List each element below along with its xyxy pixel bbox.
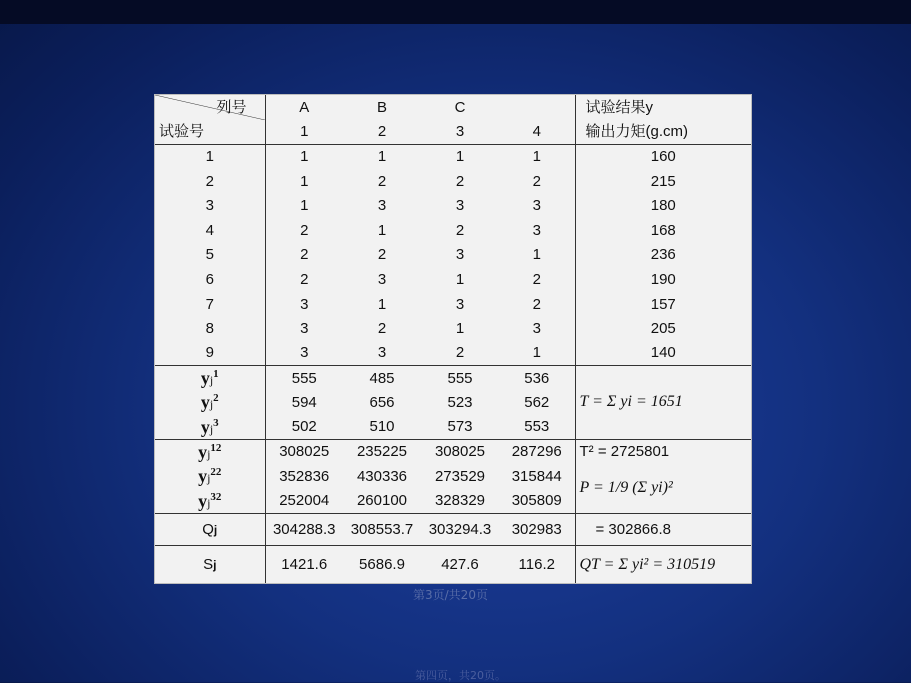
- cell: 562: [499, 390, 575, 415]
- cell: 2: [455, 172, 465, 190]
- result-cell: 168: [650, 221, 676, 239]
- cell: 260100: [356, 492, 408, 510]
- square-label: $yj^{22}$: [155, 464, 265, 489]
- cell: 3: [300, 344, 309, 362]
- result-cell: 205: [650, 320, 676, 338]
- formula-t2: T² = 2725801: [575, 439, 751, 464]
- result-cell: 180: [650, 197, 676, 215]
- formula-qt: QT = Σ yi² = 310519: [575, 546, 751, 583]
- cell: 3: [455, 295, 465, 313]
- row-number: 1: [155, 144, 265, 169]
- result-title: 试验结果y: [585, 98, 654, 116]
- cell: 252004: [279, 492, 330, 510]
- table-row: [155, 439, 751, 464]
- cell: 273529: [434, 467, 486, 485]
- result-cell: 190: [650, 270, 676, 288]
- cell: 308553.7: [343, 513, 421, 546]
- q-label: Qj: [155, 513, 265, 546]
- cell: 485: [343, 366, 421, 391]
- cell: 2: [377, 320, 387, 338]
- cell: 2: [455, 221, 465, 239]
- cell: 1: [421, 144, 499, 169]
- cell: 510: [369, 418, 395, 436]
- sum-label: $yj^2$: [155, 390, 265, 415]
- header-letter-c: C: [454, 98, 466, 116]
- cell: 430336: [356, 467, 408, 485]
- cell: 2: [377, 246, 387, 264]
- cell: 1: [499, 341, 575, 366]
- sum-label: $yj^3$: [155, 415, 265, 440]
- formula-p-value: = 302866.8: [575, 513, 751, 546]
- cell: 308025: [421, 439, 499, 464]
- table-row: [155, 316, 751, 341]
- table-row: [155, 169, 751, 194]
- page-footer: 第四页，共20页。: [415, 669, 506, 682]
- orthogonal-table: [154, 94, 752, 584]
- row-number: 7: [155, 292, 265, 317]
- table-row: [155, 193, 751, 218]
- cell: 3: [499, 193, 575, 218]
- row-number: 2: [155, 169, 265, 194]
- cell: 2: [499, 292, 575, 317]
- cell: 302983: [499, 513, 575, 546]
- cell: 2: [455, 344, 465, 362]
- header-row-label: 试验号: [155, 120, 265, 145]
- cell: 3: [377, 344, 387, 362]
- formula-p: P = 1/9 (Σ yi)²: [579, 479, 673, 497]
- cell: 1: [455, 320, 465, 338]
- cell: 3: [377, 197, 387, 215]
- sum-label: $yj^1$: [155, 366, 265, 391]
- cell: 1: [377, 221, 387, 239]
- header-letter-d: [499, 95, 575, 120]
- header-number-4: 4: [499, 120, 575, 145]
- cell: 3: [377, 270, 387, 288]
- formula-t: T = Σ yi = 1651: [575, 366, 751, 440]
- cell: 305809: [499, 489, 575, 514]
- cell: 2: [499, 169, 575, 194]
- cell: 573: [447, 418, 473, 436]
- row-number: 4: [155, 218, 265, 243]
- cell: 328329: [434, 492, 486, 510]
- table-row: [155, 144, 751, 169]
- cell: 3: [300, 320, 309, 338]
- header-letter-a: A: [299, 98, 310, 116]
- cell: 427.6: [421, 546, 499, 583]
- row-number: 6: [155, 267, 265, 292]
- cell: 3: [455, 197, 465, 215]
- cell: 2: [300, 246, 309, 264]
- table-row: [155, 341, 751, 366]
- result-cell: 160: [575, 144, 751, 169]
- cell: 2: [499, 267, 575, 292]
- table-row: [155, 218, 751, 243]
- cell: 656: [369, 393, 395, 411]
- cell: 555: [421, 366, 499, 391]
- table-row: [155, 546, 751, 583]
- cell: 308025: [265, 439, 343, 464]
- result-cell: 215: [650, 172, 676, 190]
- table-row: [155, 292, 751, 317]
- row-number: 3: [155, 193, 265, 218]
- cell: 303294.3: [421, 513, 499, 546]
- result-subtitle: 输出力矩(g.cm): [585, 123, 688, 141]
- cell: 1: [343, 144, 421, 169]
- cell: 3: [300, 295, 309, 313]
- s-label: Sj: [155, 546, 265, 583]
- header-letter-b: B: [376, 98, 387, 116]
- cell: 1: [300, 197, 309, 215]
- result-cell: 157: [650, 295, 676, 313]
- table-row: [155, 366, 751, 391]
- cell: 1: [300, 172, 309, 190]
- row-number: 5: [155, 243, 265, 268]
- cell: 2: [377, 172, 387, 190]
- cell: 553: [499, 415, 575, 440]
- row-number: 9: [155, 341, 265, 366]
- header-col-label: 列号: [155, 95, 265, 120]
- cell: 315844: [499, 464, 575, 489]
- cell: 2: [300, 270, 309, 288]
- table-row: [155, 243, 751, 268]
- header-number-1: 1: [300, 123, 309, 141]
- cell: 235225: [343, 439, 421, 464]
- cell: 3: [499, 316, 575, 341]
- cell: 1: [455, 270, 465, 288]
- cell: 304288.3: [265, 513, 343, 546]
- row-number: 8: [155, 316, 265, 341]
- cell: 5686.9: [343, 546, 421, 583]
- result-cell: 236: [650, 246, 676, 264]
- cell: 287296: [499, 439, 575, 464]
- cell: 3: [455, 246, 465, 264]
- cell: 1: [499, 144, 575, 169]
- result-cell: 140: [650, 344, 676, 362]
- square-label: $yj^{12}$: [155, 439, 265, 464]
- cell: 1: [377, 295, 387, 313]
- table-row: [155, 267, 751, 292]
- cell: 502: [291, 418, 317, 436]
- cell: 594: [291, 393, 317, 411]
- cell: 1421.6: [265, 546, 343, 583]
- cell: 2: [300, 221, 309, 239]
- square-label: $yj^{32}$: [155, 489, 265, 514]
- cell: 352836: [279, 467, 330, 485]
- page-caption: 第3页/共20页: [413, 588, 488, 602]
- header-number-2: 2: [377, 123, 387, 141]
- table-row: [155, 513, 751, 546]
- cell: 1: [265, 144, 343, 169]
- header-number-3: 3: [455, 123, 465, 141]
- table-row: [155, 464, 751, 489]
- top-bar: [0, 0, 911, 24]
- cell: 523: [447, 393, 473, 411]
- cell: 555: [265, 366, 343, 391]
- cell: 3: [499, 218, 575, 243]
- cell: 116.2: [499, 546, 575, 583]
- cell: 1: [499, 243, 575, 268]
- cell: 536: [499, 366, 575, 391]
